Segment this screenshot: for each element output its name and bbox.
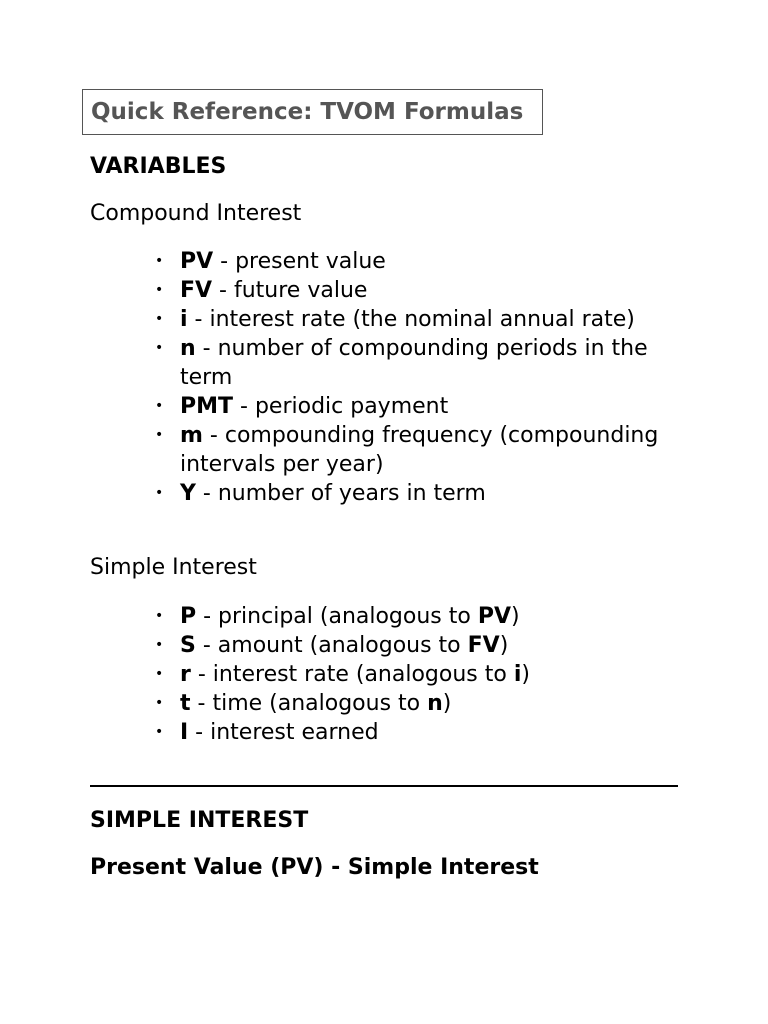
list-item: [155, 689, 670, 718]
bullet-icon: •: [155, 695, 164, 711]
variable-ref: n: [427, 691, 443, 716]
variable-term: r: [180, 662, 191, 687]
list-item: [155, 305, 670, 334]
list-item: [155, 660, 670, 689]
variable-term: i: [180, 307, 188, 332]
variable-term: PMT: [180, 394, 234, 419]
bullet-icon: •: [155, 608, 164, 624]
variable-desc: - present value: [213, 249, 386, 274]
bullet-icon: •: [155, 398, 164, 414]
bullet-icon: •: [155, 253, 164, 269]
bullet-icon: •: [155, 666, 164, 682]
variable-close: ): [521, 662, 530, 687]
bullet-icon: •: [155, 427, 164, 443]
variable-desc: - interest earned: [188, 720, 379, 745]
bullet-icon: •: [155, 637, 164, 653]
variable-desc: - time (analogous to: [190, 691, 428, 716]
list-item: [155, 421, 670, 479]
simple-interest-heading: Simple Interest: [90, 555, 257, 580]
variable-close: ): [442, 691, 452, 716]
bullet-icon: •: [155, 485, 164, 501]
variable-close: ): [511, 604, 520, 629]
variable-term: I: [180, 720, 189, 745]
variable-term: t: [180, 691, 191, 716]
variable-desc: - periodic payment: [233, 394, 449, 419]
list-item: [155, 247, 670, 276]
variables-heading: VARIABLES: [90, 154, 227, 179]
variable-term: S: [180, 633, 196, 658]
variable-term: m: [180, 423, 203, 448]
title-box: [82, 89, 543, 135]
variable-desc: - amount (analogous to: [195, 633, 468, 658]
list-item: [155, 392, 670, 421]
variable-desc: - number of years in term: [195, 481, 486, 506]
variable-close: ): [499, 633, 509, 658]
variable-term: Y: [180, 481, 196, 506]
variable-term: n: [180, 336, 196, 361]
section-heading: SIMPLE INTEREST: [90, 808, 309, 833]
bullet-icon: •: [155, 282, 164, 298]
simple-variables-list: [155, 602, 670, 747]
bullet-icon: •: [155, 724, 164, 740]
variable-term: FV: [180, 278, 213, 303]
list-item: [155, 631, 670, 660]
list-item: [155, 479, 670, 508]
bullet-icon: •: [155, 311, 164, 327]
variable-desc: - interest rate (the nominal annual rate): [187, 307, 635, 332]
list-item: [155, 334, 670, 392]
horizontal-rule: [90, 785, 678, 787]
variable-desc: - number of compounding periods in the term: [180, 336, 648, 390]
variable-desc: - principal (analogous to: [196, 604, 478, 629]
compound-interest-heading: Compound Interest: [90, 201, 302, 226]
variable-ref: i: [513, 662, 522, 687]
variable-ref: PV: [477, 604, 511, 629]
variable-term: P: [180, 604, 197, 629]
list-item: [155, 602, 670, 631]
subsection-heading: Present Value (PV) - Simple Interest: [90, 855, 539, 880]
bullet-icon: •: [155, 340, 164, 356]
variable-desc: - compounding frequency (compounding intervals per year): [180, 423, 659, 477]
page-title: Quick Reference: TVOM Formulas: [91, 99, 524, 125]
compound-variables-list: [155, 247, 670, 508]
list-item: [155, 276, 670, 305]
variable-ref: FV: [467, 633, 500, 658]
variable-desc: - interest rate (analogous to: [190, 662, 514, 687]
list-item: [155, 718, 670, 747]
variable-desc: - future value: [212, 278, 368, 303]
variable-term: PV: [180, 249, 214, 274]
